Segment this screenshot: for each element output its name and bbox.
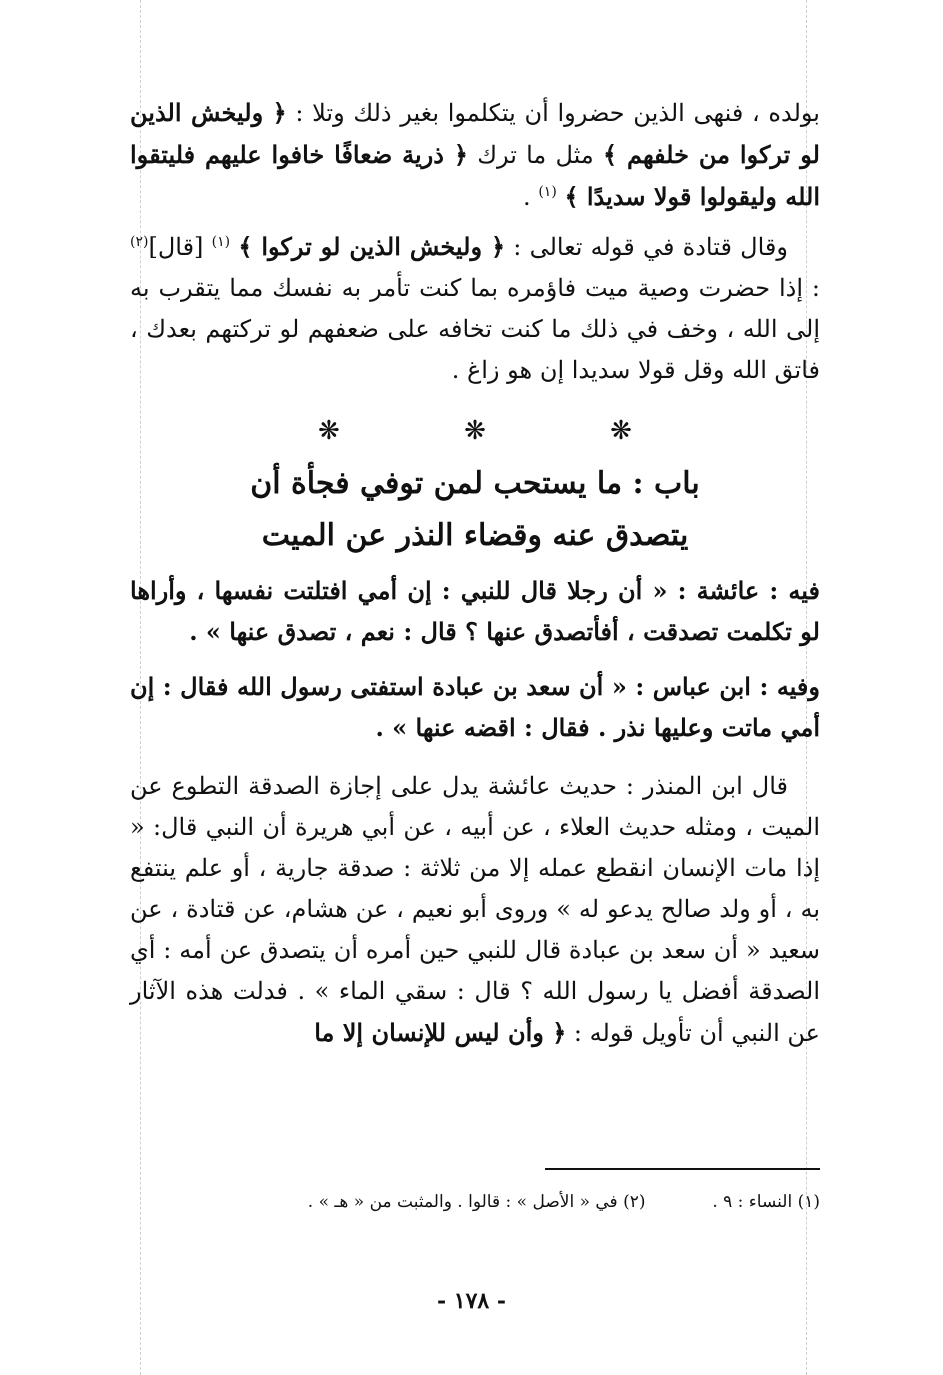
quran-quote: ﴿ وليخش الذين لو تركوا ﴾ bbox=[238, 232, 506, 261]
chapter-title bbox=[130, 458, 820, 562]
section-separator: ❋ ❋ ❋ bbox=[318, 416, 690, 446]
footnote-2: (٢) في « الأصل » : قالوا . والمثبت من « هـ » . bbox=[307, 1192, 646, 1212]
footnote-divider bbox=[545, 1168, 820, 1170]
text-span: بولده ، فنهى الذين حضروا أن يتكلموا بغير ذلك وتلا : bbox=[295, 99, 820, 127]
text-span: قال ابن المنذر : حديث عائشة يدل على إجازة الصدقة التطوع عن الميت ، ومثله حديث العلاء ، عن أبيه ، عن أبي هريرة أن النبي قال: « إذا مات الإنسان انقطع عمله إلا من ثلاثة : صدقة جارية ، أو علم ينتفع به ، أو ولد صالح يدعو له » وروى أبو نعيم ، عن هشام، عن قتادة ، عن سعيد « أن سعد بن عبادة قال للنبي حين أمره أن يتصدق عن أمه : أي الصدقة أفضل يا رسول الله ؟ قال : سقي الماء » . فدلت هذه الآثار عن النبي أن تأويل قوله : bbox=[130, 772, 820, 1047]
hadith-ibn-abbas: وفيه : ابن عباس : « أن سعد بن عبادة استفتى رسول الله فقال : إن أمي ماتت وعليها نذر . فقال : اقضه عنها » . bbox=[130, 672, 820, 742]
quran-quote: ﴿ وأن ليس للإنسان إلا ما bbox=[314, 1018, 567, 1047]
hadith-aisha: فيه : عائشة : « أن رجلا قال للنبي : إن أمي افتلتت نفسها ، وأراها لو تكلمت تصدقت ، أفأتصدق عنها ؟ قال : نعم ، تصدق عنها » . bbox=[130, 576, 820, 646]
footnote-marker[interactable]: (٢) bbox=[130, 234, 149, 250]
paragraph-2 bbox=[130, 226, 820, 391]
chapter-title-line-1: باب : ما يستحب لمن توفي فجأة أن bbox=[250, 466, 700, 501]
page-number: - ١٧٨ - bbox=[436, 1288, 507, 1314]
paragraph-ibn-almundhir bbox=[130, 766, 820, 1054]
quran-quote: ﴿ وليخش الذين لو تركوا من خلفهم ﴾ bbox=[130, 98, 820, 169]
text-span: [قال] bbox=[148, 233, 204, 261]
quran-quote: ﴿ ذرية ضعافًا خافوا عليهم فليتقوا الله وليقولوا قولا سديدًا ﴾ bbox=[130, 140, 820, 211]
footnote-marker[interactable]: (١) bbox=[211, 234, 231, 250]
text-span: : إذا حضرت وصية ميت فاؤمره بما كنت تأمر به نفسك مما يتقرب به إلى الله ، وخف في ذلك ما كنت تخافه على ضعفهم لو تركتهم بعدك ، فاتق الله وقل قولا سديدا إن هو زاغ . bbox=[130, 274, 820, 384]
footnote-marker[interactable]: (١) bbox=[538, 184, 557, 200]
footnote-1: (١) النساء : ٩ . bbox=[712, 1192, 820, 1212]
chapter-title-line-2: يتصدق عنه وقضاء النذر عن الميت bbox=[261, 518, 689, 553]
text-span: . bbox=[523, 183, 531, 211]
paragraph-1 bbox=[130, 92, 820, 218]
footnotes bbox=[130, 1188, 820, 1216]
text-span: مثل ما ترك bbox=[477, 141, 594, 169]
text-span: وقال قتادة في قوله تعالى : bbox=[513, 233, 788, 261]
page-body bbox=[130, 92, 820, 1054]
